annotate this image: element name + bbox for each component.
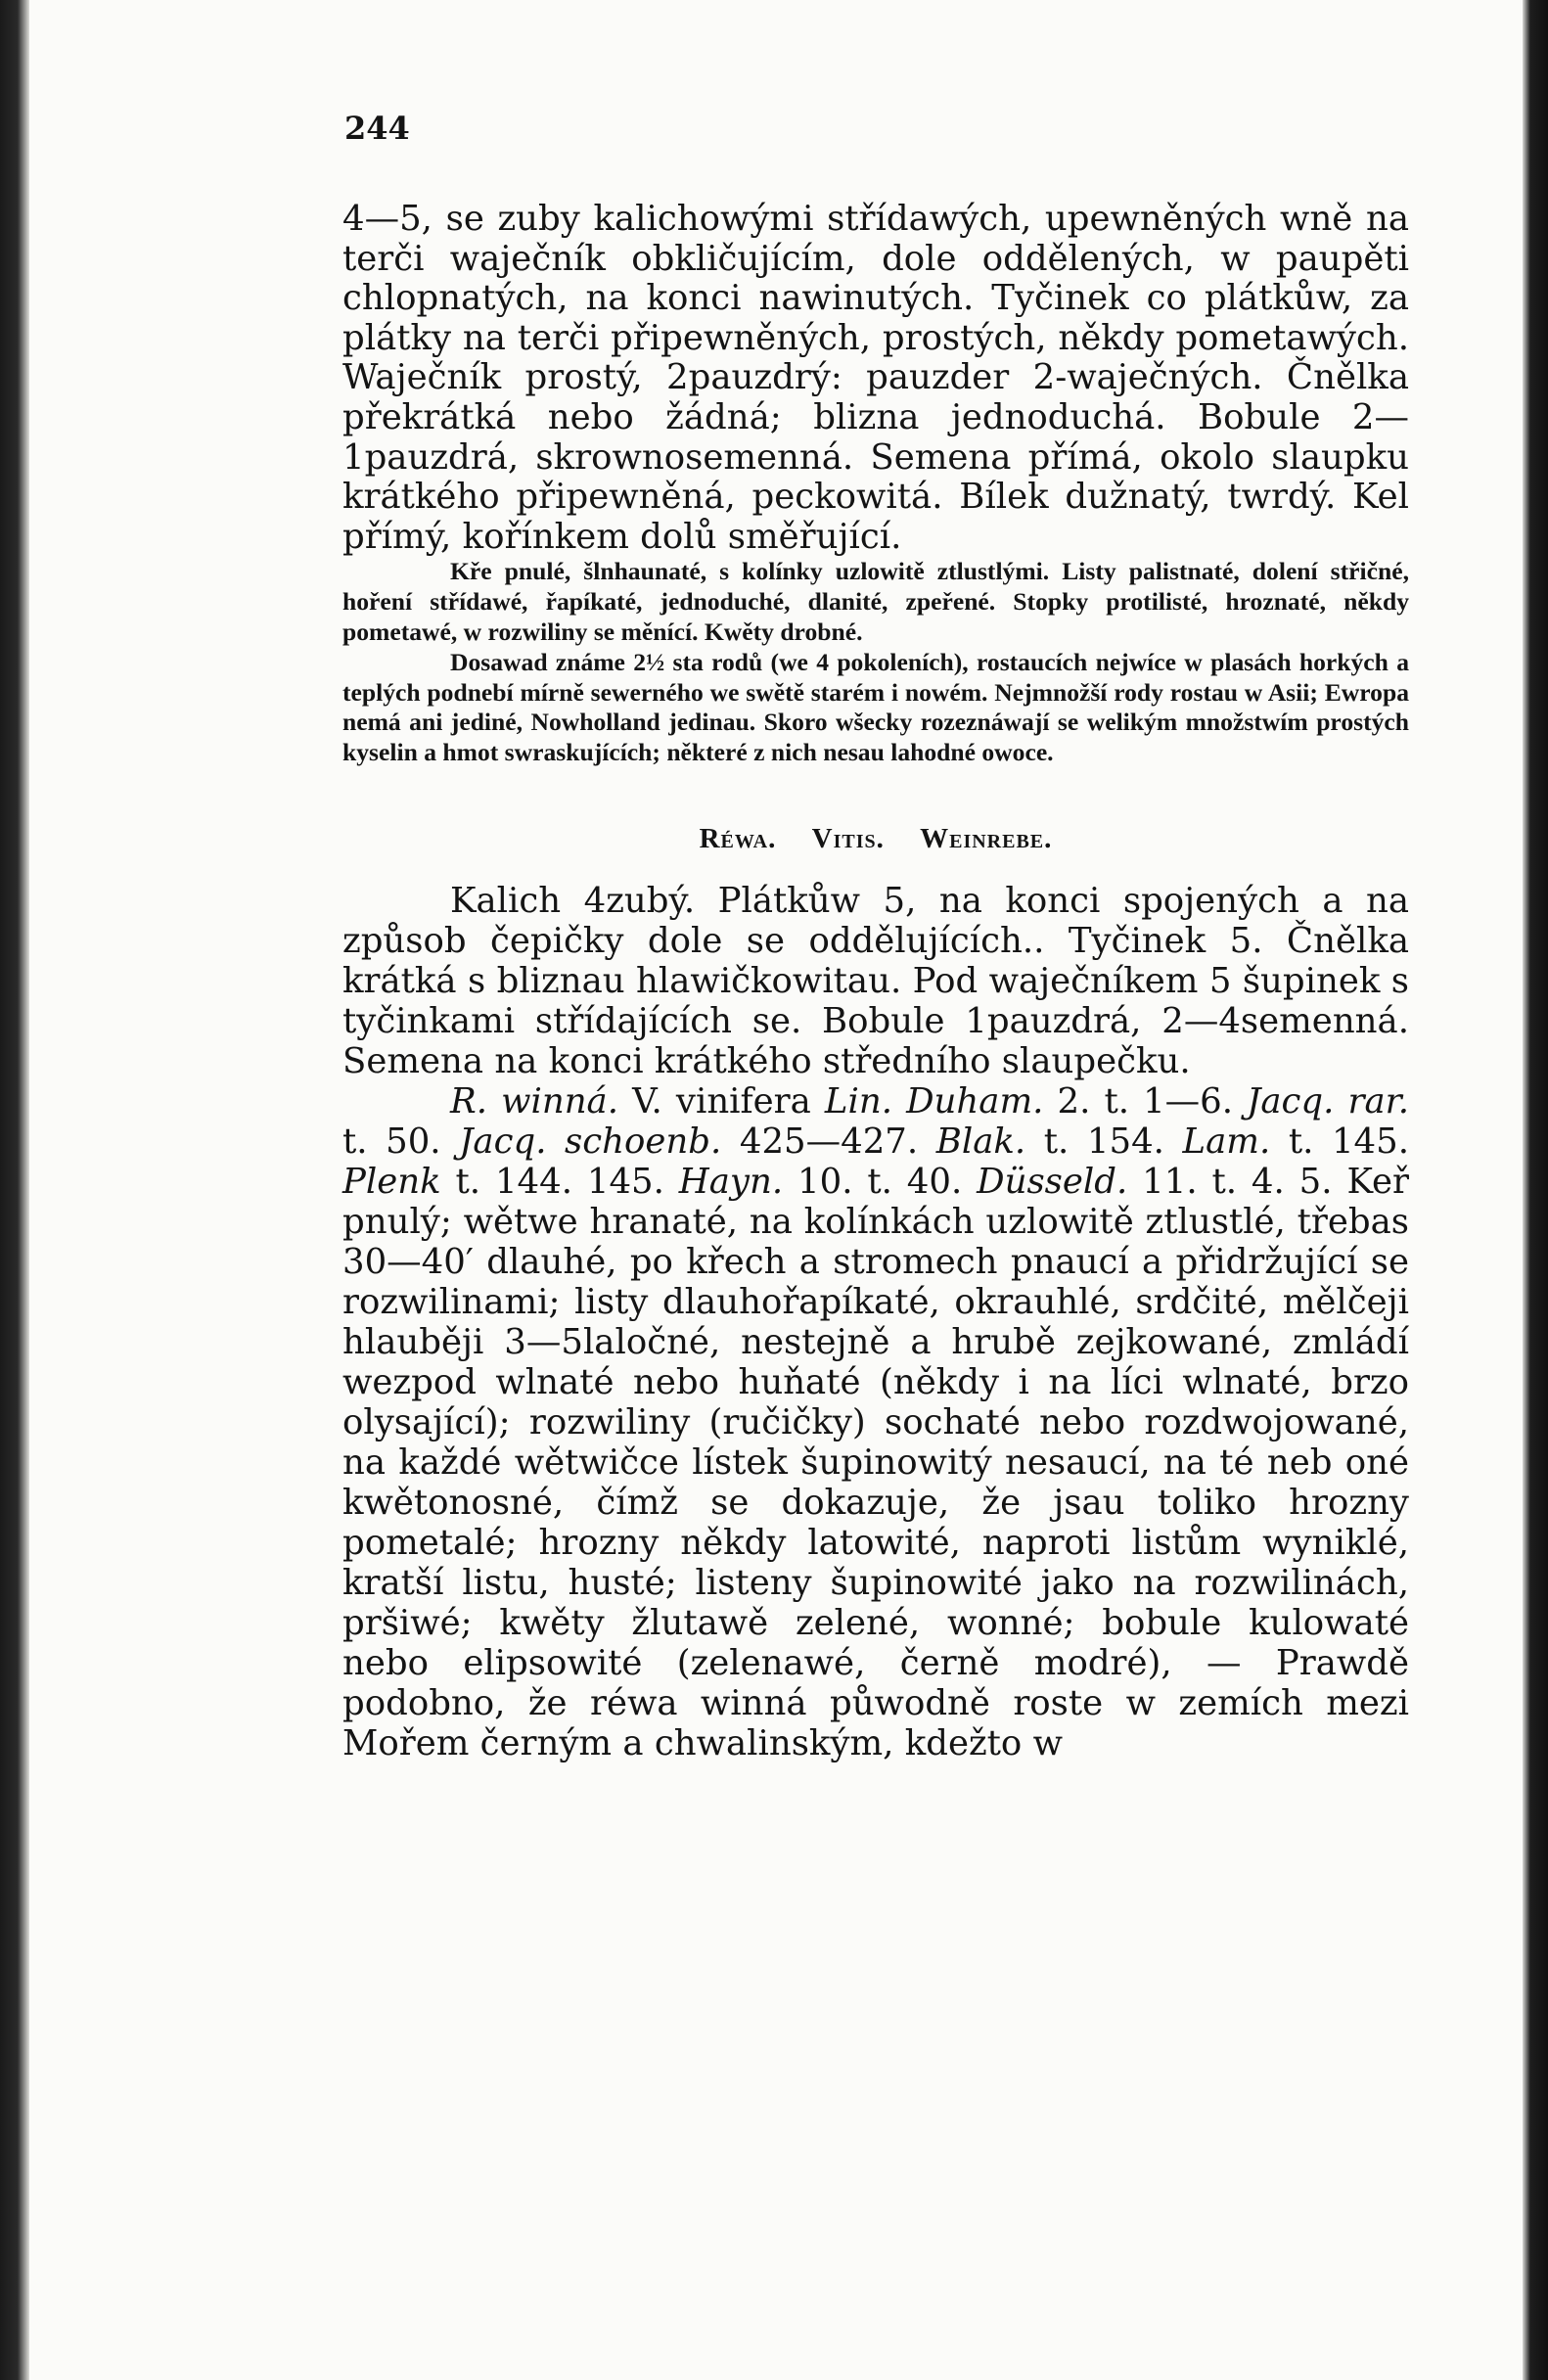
genus-name-latin: Vitis. (811, 822, 885, 854)
ref-text: 425—427. (739, 1121, 919, 1162)
ref-author: Düsseld. (977, 1161, 1128, 1202)
genus-description: Kalich 4zubý. Plátkůw 5, na konci spojených a na způsob čepičky dole se oddělujících.. Tyčinek 5. Čnělka krátká s bliznau hlawičkowitau. Pod waječníkem 5 šupinek s tyčinkami střídajících se. Bobule 1pauzdrá, 2—4semenná. Semena na konci krátkého středního slaupečku. (342, 880, 1409, 1081)
ref-text: 2. t. 1—6. (1057, 1080, 1234, 1121)
ref-author: Hayn. (678, 1161, 784, 1202)
ref-text: t. 144. 145. (455, 1161, 664, 1202)
ref-text: 10. t. 40. (797, 1161, 963, 1202)
ref-text: t. 50. (342, 1121, 441, 1162)
ref-text: 11. t. 4. 5. (1142, 1161, 1333, 1202)
genus-name-german: Weinrebe. (920, 822, 1053, 854)
genus-name-czech: Réwa. (699, 822, 777, 854)
page-number: 244 (344, 110, 410, 147)
species-description: Keř pnulý; wětwe hranaté, na kolínkách uzlowitě ztlustlé, třebas 30—40′ dlauhé, po křech a stromech pnaucí a přidržující se rozwilinami; listy dlauhořapíkaté, okrauhlé, srdčité, mělčeji hlauběji 3—5laločné, nestejně a hrubě zejkowané, zmládí wezpod wlnaté nebo huňaté (někdy i na líci wlnaté, brzo olysající); rozwiliny (ručičky) sochaté nebo rozdwojowané, na každé wětwičce lístek šupinowitý nesaucí, na té neb oné kwětonosné, čímž se dokazuje, že jsau toliko hrozny pometalé; hrozny někdy latowité, naproti listům wyniklé, kratší listu, husté; listeny šupinowité jako na rozwilinách, pršiwé; kwěty žlutawě zelené, wonné; bobule kulowaté nebo elipsowité (zelenawé, černě modré), — Prawdě podobno, že réwa winná půwodně roste w zemích mezi Mořem černým a chwalinským, kdežto w (342, 1161, 1409, 1763)
scan-left-edge (0, 0, 29, 2380)
family-description: 4—5, se zuby kalichowými střídawých, upewněných wně na terči waječník obkličujícím, dole oddělených, w paupěti chlopnatých, na konci nawinutých. Tyčinek co plátkůw, za plátky na terči připewněných, prostých, někdy pometawých. Waječník prostý, 2pauzdrý: pauzder 2-waječných. Čnělka překrátká nebo žádná; blizna jednoduchá. Bobule 2—1pauzdrá, skrownosemenná. Semena přímá, okolo slaupku krátkého připewněná, peckowitá. Bílek dužnatý, twrdý. Kel přímý, kořínkem dolů směřující. (342, 199, 1409, 557)
ref-author: Lam. (1182, 1121, 1271, 1162)
ref-author: Jacq. schoenb. (459, 1121, 722, 1162)
family-distribution: Dosawad známe 2½ sta rodů (we 4 pokoleních), rostaucích nejwíce w plasách horkých a teplých podnebí mírně sewerného we swětě starém i nowém. Nejmnožší rody rostau w Asii; Ewropa nemá ani jediné, Nowholland jedinau. Skoro wšecky rozeznáwají se welikým množstwím prostých kyselin a hmot swraskujících; některé z nich nesau lahodné owoce. (342, 647, 1409, 767)
family-habit: Kře pnulé, šlnhaunaté, s kolínky uzlowitě ztlustlými. Listy palistnaté, dolení střičné, hoření střídawé, řapíkaté, jednoduché, dlanité, zpeřené. Stopky protilisté, hroznaté, někdy pometawé, w rozwiliny se měnící. Kwěty drobné. (342, 557, 1409, 646)
species-name-latin: V. vinifera (632, 1080, 811, 1121)
ref-author: Plenk (342, 1161, 441, 1202)
species-name-czech: R. winná. (450, 1080, 619, 1121)
ref-author: Blak. (935, 1121, 1026, 1162)
ref-author: Duham. (906, 1080, 1044, 1121)
species-entry (342, 1081, 1409, 1763)
ref-author: Jacq. rar. (1247, 1080, 1409, 1121)
ref-author: Lin. (824, 1080, 892, 1121)
ref-text: t. 154. (1043, 1121, 1164, 1162)
scan-right-edge (1523, 0, 1548, 2380)
book-page (342, 110, 1409, 1763)
genus-heading (342, 823, 1409, 855)
ref-text: t. 145. (1288, 1121, 1409, 1162)
